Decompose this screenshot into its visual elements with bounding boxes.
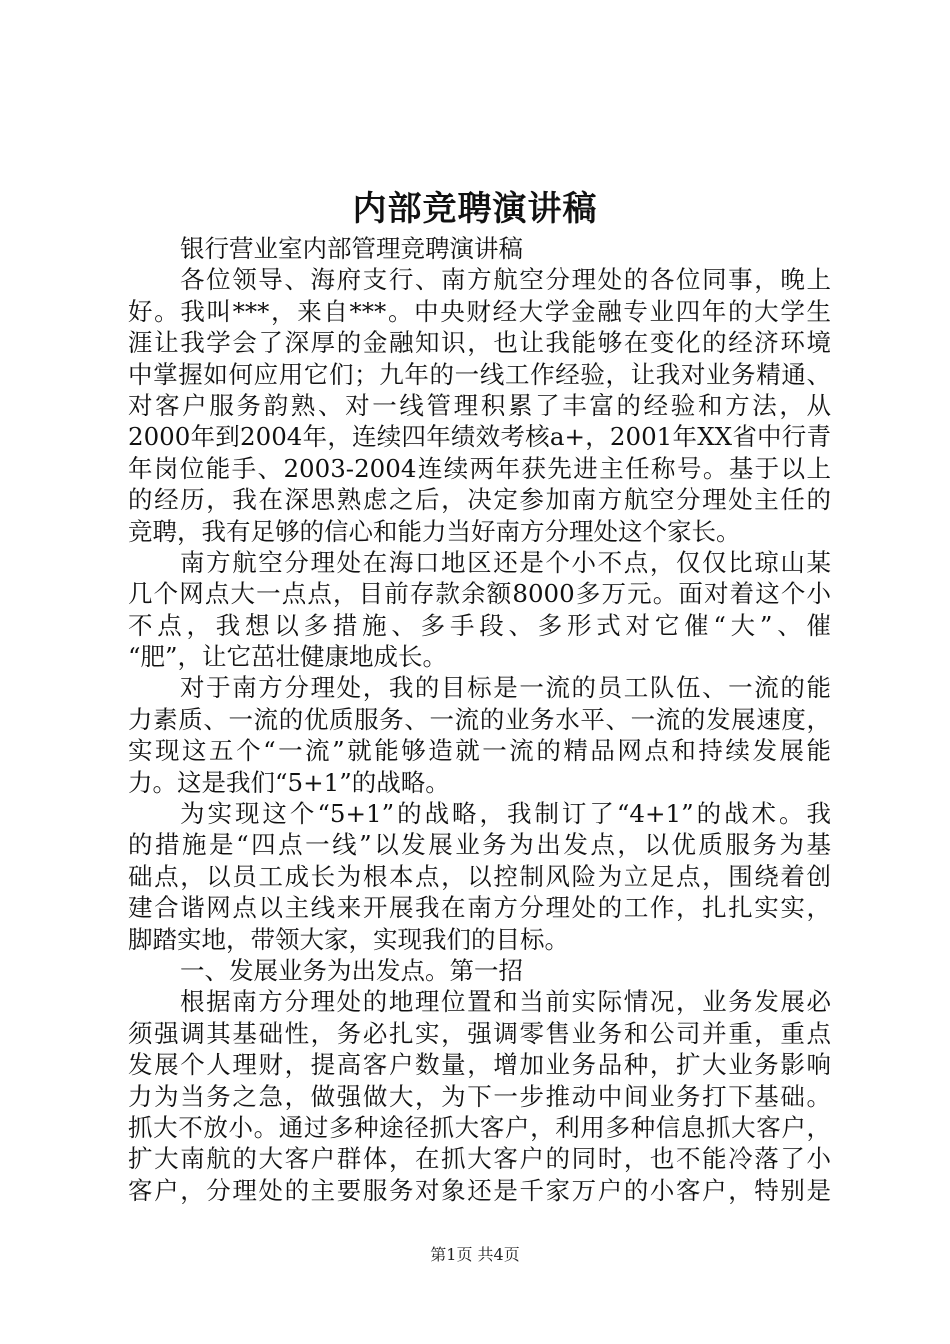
text-line: 为实现这个“5+1”的战略，我制订了“4+1”的战术。我: [180, 799, 831, 829]
text-line: 实现这五个“一流”就能够造就一流的精品网点和持续发展能: [128, 736, 831, 766]
text-line: 对客户服务韵熟、对一线管理积累了丰富的经验和方法，从: [128, 390, 831, 420]
text-line: 中掌握如何应用它们；九年的一线工作经验，让我对业务精通、: [128, 359, 831, 389]
text-line: 须强调其基础性，务必扎实，强调零售业务和公司并重，重点: [128, 1018, 831, 1048]
text-line: “肥”，让它茁壮健康地成长。: [128, 642, 448, 672]
text-line: 的经历，我在深思熟虑之后，决定参加南方航空分理处主任的: [128, 485, 831, 515]
text-line: 几个网点大一点点，目前存款余额8000多万元。面对着这个小: [128, 579, 831, 609]
text-line: 对于南方分理处，我的目标是一流的员工队伍、一流的能: [180, 673, 831, 703]
text-line: 各位领导、海府支行、南方航空分理处的各位同事，晚上: [180, 265, 831, 295]
text-line: 力素质、一流的优质服务、一流的业务水平、一流的发展速度，: [128, 704, 831, 734]
text-line: 一、发展业务为出发点。第一招: [180, 955, 523, 985]
document-title: 内部竞聘演讲稿: [352, 189, 598, 229]
text-line: 南方航空分理处在海口地区还是个小不点，仅仅比琼山某: [180, 547, 831, 577]
text-line: 年岗位能手、2003-2004连续两年获先进主任称号。基于以上: [128, 453, 831, 483]
text-line: 础点，以员工成长为根本点，以控制风险为立足点，围绕着创: [128, 861, 831, 891]
text-line: 不点，我想以多措施、多手段、多形式对它催“大”、催: [128, 610, 831, 640]
text-line: 脚踏实地，带领大家，实现我们的目标。: [128, 924, 569, 954]
text-line: 根据南方分理处的地理位置和当前实际情况，业务发展必: [180, 987, 831, 1017]
text-line: 力。这是我们“5+1”的战略。: [128, 767, 450, 797]
text-line: 建合谐网点以主线来开展我在南方分理处的工作，扎扎实实，: [128, 893, 831, 923]
text-line: 的措施是“四点一线”以发展业务为出发点，以优质服务为基: [128, 830, 831, 860]
text-line: 发展个人理财，提高客户数量，增加业务品种，扩大业务影响: [128, 1050, 831, 1080]
text-line: 扩大南航的大客户群体，在抓大客户的同时，也不能冷落了小: [128, 1144, 831, 1174]
text-line: 银行营业室内部管理竞聘演讲稿: [180, 234, 523, 263]
text-line: 好。我叫***，来自***。中央财经大学金融专业四年的大学生: [128, 296, 831, 326]
text-line: 抓大不放小。通过多种途径抓大客户，利用多种信息抓大客户，: [128, 1112, 831, 1142]
text-line: 涯让我学会了深厚的金融知识，也让我能够在变化的经济环境: [128, 328, 831, 358]
page-footer: 第1页 共4页: [430, 1245, 520, 1264]
text-line: 竞聘，我有足够的信心和能力当好南方分理处这个家长。: [128, 516, 741, 546]
text-line: 力为当务之急，做强做大，为下一步推动中间业务打下基础。: [128, 1081, 831, 1111]
document-body: [128, 233, 831, 1206]
text-line: 2000年到2004年，连续四年绩效考核a+，2001年XX省中行青: [128, 422, 831, 452]
text-line: 客户，分理处的主要服务对象还是千家万户的小客户，特别是: [128, 1175, 831, 1205]
